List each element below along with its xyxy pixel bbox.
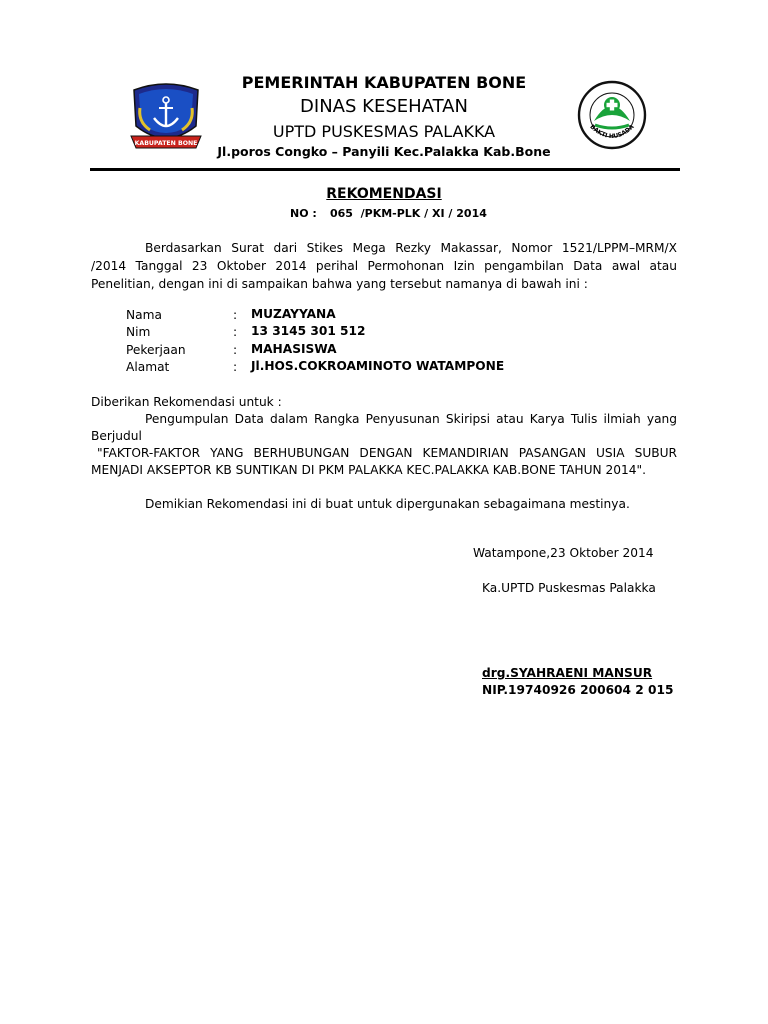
identity-label-name: Nama: [126, 308, 162, 322]
identity-label-occupation: Pekerjaan: [126, 343, 186, 357]
identity-value-name: MUZAYYANA: [251, 307, 336, 321]
identity-label-address: Alamat: [126, 360, 170, 374]
place-date: Watampone,23 Oktober 2014: [473, 546, 654, 560]
signatory-position: Ka.UPTD Puskesmas Palakka: [482, 581, 656, 595]
letterhead-divider: [90, 168, 680, 171]
purpose-line-1: Pengumpulan Data dalam Rangka Penyusunan Skiripsi atau Karya Tulis ilmiah yang: [145, 412, 677, 426]
number-value: 065 /PKM-PLK / XI / 2014: [330, 207, 487, 220]
intro-line-2: /2014 Tanggal 23 Oktober 2014 perihal Permohonan Izin pengambilan Data awal atau: [91, 259, 677, 273]
identity-value-address: Jl.HOS.COKROAMINOTO WATAMPONE: [251, 359, 505, 373]
identity-label-nim: Nim: [126, 325, 151, 339]
intro-line-3: Penelitian, dengan ini di sampaikan bahwa yang tersebut namanya di bawah ini :: [91, 277, 588, 291]
left-logo-text: KABUPATEN BONE: [134, 140, 198, 147]
right-logo-text: BAKTI HUSADA: [588, 123, 636, 141]
identity-value-occupation: MAHASISWA: [251, 342, 337, 356]
identity-colon: :: [233, 343, 238, 357]
intro-line-1: Berdasarkan Surat dari Stikes Mega Rezky Makassar, Nomor 1521/LPPM–MRM/X: [145, 241, 677, 255]
number-label: NO :: [290, 207, 317, 220]
header-line-department: DINAS KESEHATAN: [300, 96, 468, 117]
thesis-title-line-1: "FAKTOR-FAKTOR YANG BERHUBUNGAN DENGAN KEMANDIRIAN PASANGAN USIA SUBUR: [97, 446, 677, 460]
thesis-title-line-2: MENJADI AKSEPTOR KB SUNTIKAN DI PKM PALAKKA KEC.PALAKKA KAB.BONE TAHUN 2014".: [91, 463, 646, 477]
header-line-unit: UPTD PUSKESMAS PALAKKA: [272, 122, 496, 141]
identity-colon: :: [233, 325, 238, 339]
header-line-government: PEMERINTAH KABUPATEN BONE: [241, 73, 527, 92]
closing-statement: Demikian Rekomendasi ini di buat untuk dipergunakan sebagaimana mestinya.: [145, 497, 630, 511]
identity-colon: :: [233, 360, 238, 374]
identity-colon: :: [233, 308, 238, 322]
signatory-nip: NIP.19740926 200604 2 015: [482, 683, 674, 697]
recommendation-intro: Diberikan Rekomendasi untuk :: [91, 395, 282, 409]
purpose-line-2: Berjudul: [91, 429, 142, 443]
header-address: Jl.poros Congko – Panyili Kec.Palakka Kab.Bone: [217, 144, 551, 159]
signatory-name: drg.SYAHRAENI MANSUR: [482, 666, 653, 680]
document-title: REKOMENDASI: [326, 186, 442, 202]
identity-value-nim: 13 3145 301 512: [251, 324, 366, 338]
